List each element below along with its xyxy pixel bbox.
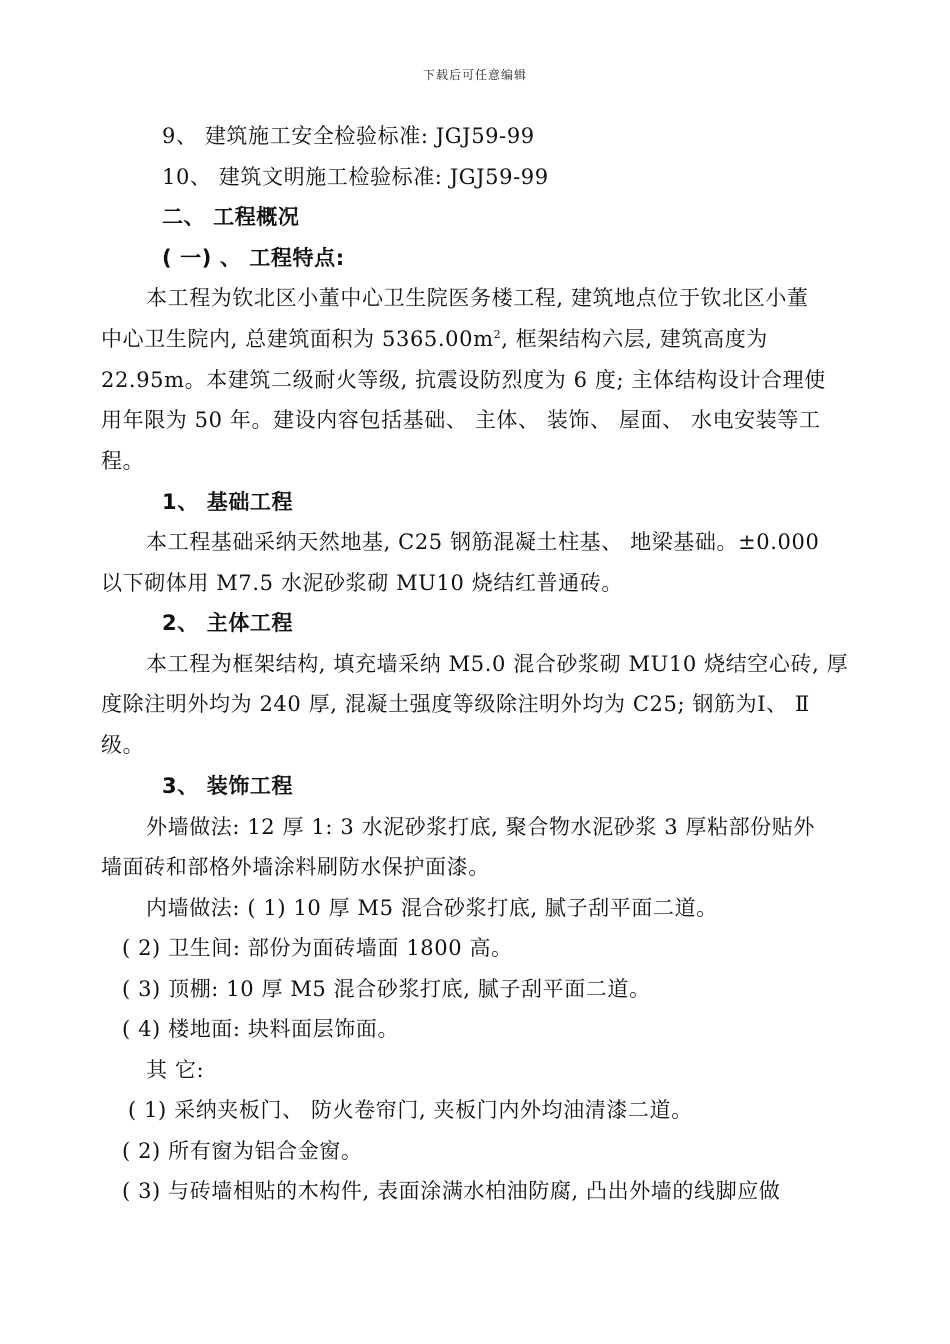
main-structure-line-2: 度除注明外均为 240 厚, 混凝土强度等级除注明外均为 C25; 钢筋为Ⅰ、 Ⅱ — [101, 692, 810, 716]
decoration-title: 3、 装饰工程 — [162, 774, 294, 798]
other-title: 其 它: — [146, 1058, 205, 1082]
interior-wall-line-2: ( 2) 卫生间: 部份为面砖墙面 1800 高。 — [122, 936, 513, 960]
header-note: 下载后可任意编辑 — [422, 68, 527, 82]
main-structure-line-1: 本工程为框架结构, 填充墙采纳 M5.0 混合砂浆砌 MU10 烧结空心砖, 厚 — [146, 652, 849, 676]
standard-item-10: 10、 建筑文明施工检验标准: JGJ59-99 — [162, 165, 549, 189]
interior-wall-line-4: ( 4) 楼地面: 块料面层饰面。 — [122, 1017, 400, 1041]
other-line-2: ( 2) 所有窗为铝合金窗。 — [122, 1139, 363, 1163]
other-line-1: ( 1) 采纳夹板门、 防火卷帘门, 夹板门内外均油清漆二道。 — [128, 1098, 693, 1122]
overview-paragraph-line-4: 用年限为 50 年。建设内容包括基础、 主体、 装饰、 屋面、 水电安装等工 — [101, 408, 821, 432]
main-structure-line-3: 级。 — [101, 733, 145, 757]
other-line-3: ( 3) 与砖墙相贴的木构件, 表面涂满水柏油防腐, 凸出外墙的线脚应做 — [122, 1179, 781, 1203]
interior-wall-line-3: ( 3) 顶棚: 10 厚 M5 混合砂浆打底, 腻子刮平面二道。 — [122, 977, 651, 1001]
main-structure-title: 2、 主体工程 — [162, 611, 294, 635]
foundation-title: 1、 基础工程 — [162, 490, 294, 514]
foundation-line-2: 以下砌体用 M7.5 水泥砂浆砌 MU10 烧结红普通砖。 — [101, 571, 623, 595]
foundation-line-1: 本工程基础采纳天然地基, C25 钢筋混凝土柱基、 地梁基础。±0.000 — [146, 530, 820, 554]
superscript-2: 2 — [493, 328, 502, 341]
subsection-title-features: ( 一) 、 工程特点: — [162, 246, 345, 270]
overview-paragraph-line-3: 22.95m。本建筑二级耐火等级, 抗震设防烈度为 6 度; 主体结构设计合理使 — [101, 368, 826, 392]
overview-paragraph-line-5: 程。 — [101, 449, 145, 473]
interior-wall-line-1: 内墙做法: ( 1) 10 厚 M5 混合砂浆打底, 腻子刮平面二道。 — [146, 896, 718, 920]
exterior-wall-line-2: 墙面砖和部格外墙涂料刷防水保护面漆。 — [101, 855, 490, 879]
standard-item-9: 9、 建筑施工安全检验标准: JGJ59-99 — [162, 124, 535, 148]
overview-paragraph-line-1: 本工程为钦北区小董中心卫生院医务楼工程, 建筑地点位于钦北区小董 — [146, 286, 809, 310]
overview-paragraph-line-2: 中心卫生院内, 总建筑面积为 $5365.00m^2$, 框架结构六层, 建筑高度为 — [101, 327, 768, 351]
section-title-overview: 二、 工程概况 — [162, 205, 300, 229]
exterior-wall-line-1: 外墙做法: 12 厚 1: 3 水泥砂浆打底, 聚合物水泥砂浆 3 厚粘部份贴外 — [146, 815, 816, 839]
